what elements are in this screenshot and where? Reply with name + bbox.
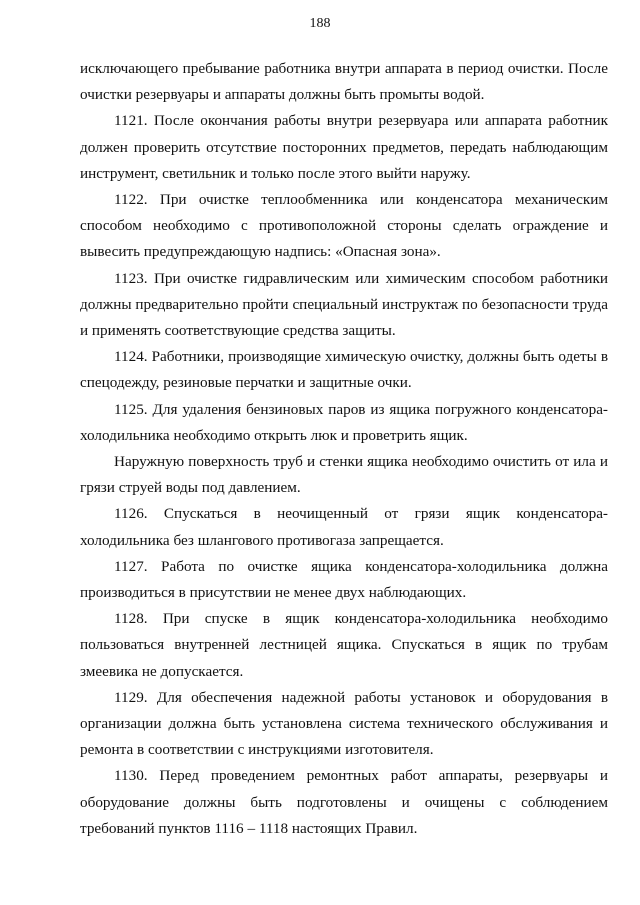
paragraph-1125: 1125. Для удаления бензиновых паров из ящика погружного конденсатора-холодильника необходимо открыть люк и проветрить ящик. [80,400,608,444]
paragraph-1122: 1122. При очистке теплообменника или конденсатора механическим способом необходимо с противоположной стороны сделать ограждение и вывесить предупреждающую надпись: «Опасная зона». [80,191,608,261]
paragraph-1125-continued: Наружную поверхность труб и стенки ящика необходимо очистить от ила и грязи струей воды под давлением. [80,453,608,497]
paragraph-1121: 1121. После окончания работы внутри резервуара или аппарата работник должен проверить отсутствие посторонних предметов, передать наблюдающим инструмент, светильник и только после этого выйти наружу. [80,112,608,182]
paragraph-1128: 1128. При спуске в ящик конденсатора-холодильника необходимо пользоваться внутренней лестницей ящика. Спускаться в ящик по трубам змеевика не допускается. [80,610,608,680]
paragraph-1130: 1130. Перед проведением ремонтных работ аппараты, резервуары и оборудование должны быть подготовлены и очищены с соблюдением требований пунктов 1116 – 1118 настоящих Правил. [80,767,608,837]
document-body [80,56,608,842]
paragraph-1126: 1126. Спускаться в неочищенный от грязи ящик конденсатора-холодильника без шлангового противогаза запрещается. [80,505,608,549]
paragraph-1123: 1123. При очистке гидравлическим или химическим способом работники должны предварительно пройти специальный инструктаж по безопасности труда и применять соответствующие средства защиты. [80,269,608,340]
paragraph-continuation: исключающего пребывание работника внутри аппарата в период очистки. После очистки резервуары и аппараты должны быть промыты водой. [80,60,608,104]
paragraph-1124: 1124. Работники, производящие химическую очистку, должны быть одеты в спецодежду, резиновые перчатки и защитные очки. [80,348,608,392]
paragraph-1129: 1129. Для обеспечения надежной работы установок и оборудования в организации должна быть установлена система технического обслуживания и ремонта в соответствии с инструкциями изготовителя. [80,688,608,759]
paragraph-1127: 1127. Работа по очистке ящика конденсатора-холодильника должна производиться в присутствии не менее двух наблюдающих. [80,557,608,602]
page-number: 188 [309,16,331,31]
